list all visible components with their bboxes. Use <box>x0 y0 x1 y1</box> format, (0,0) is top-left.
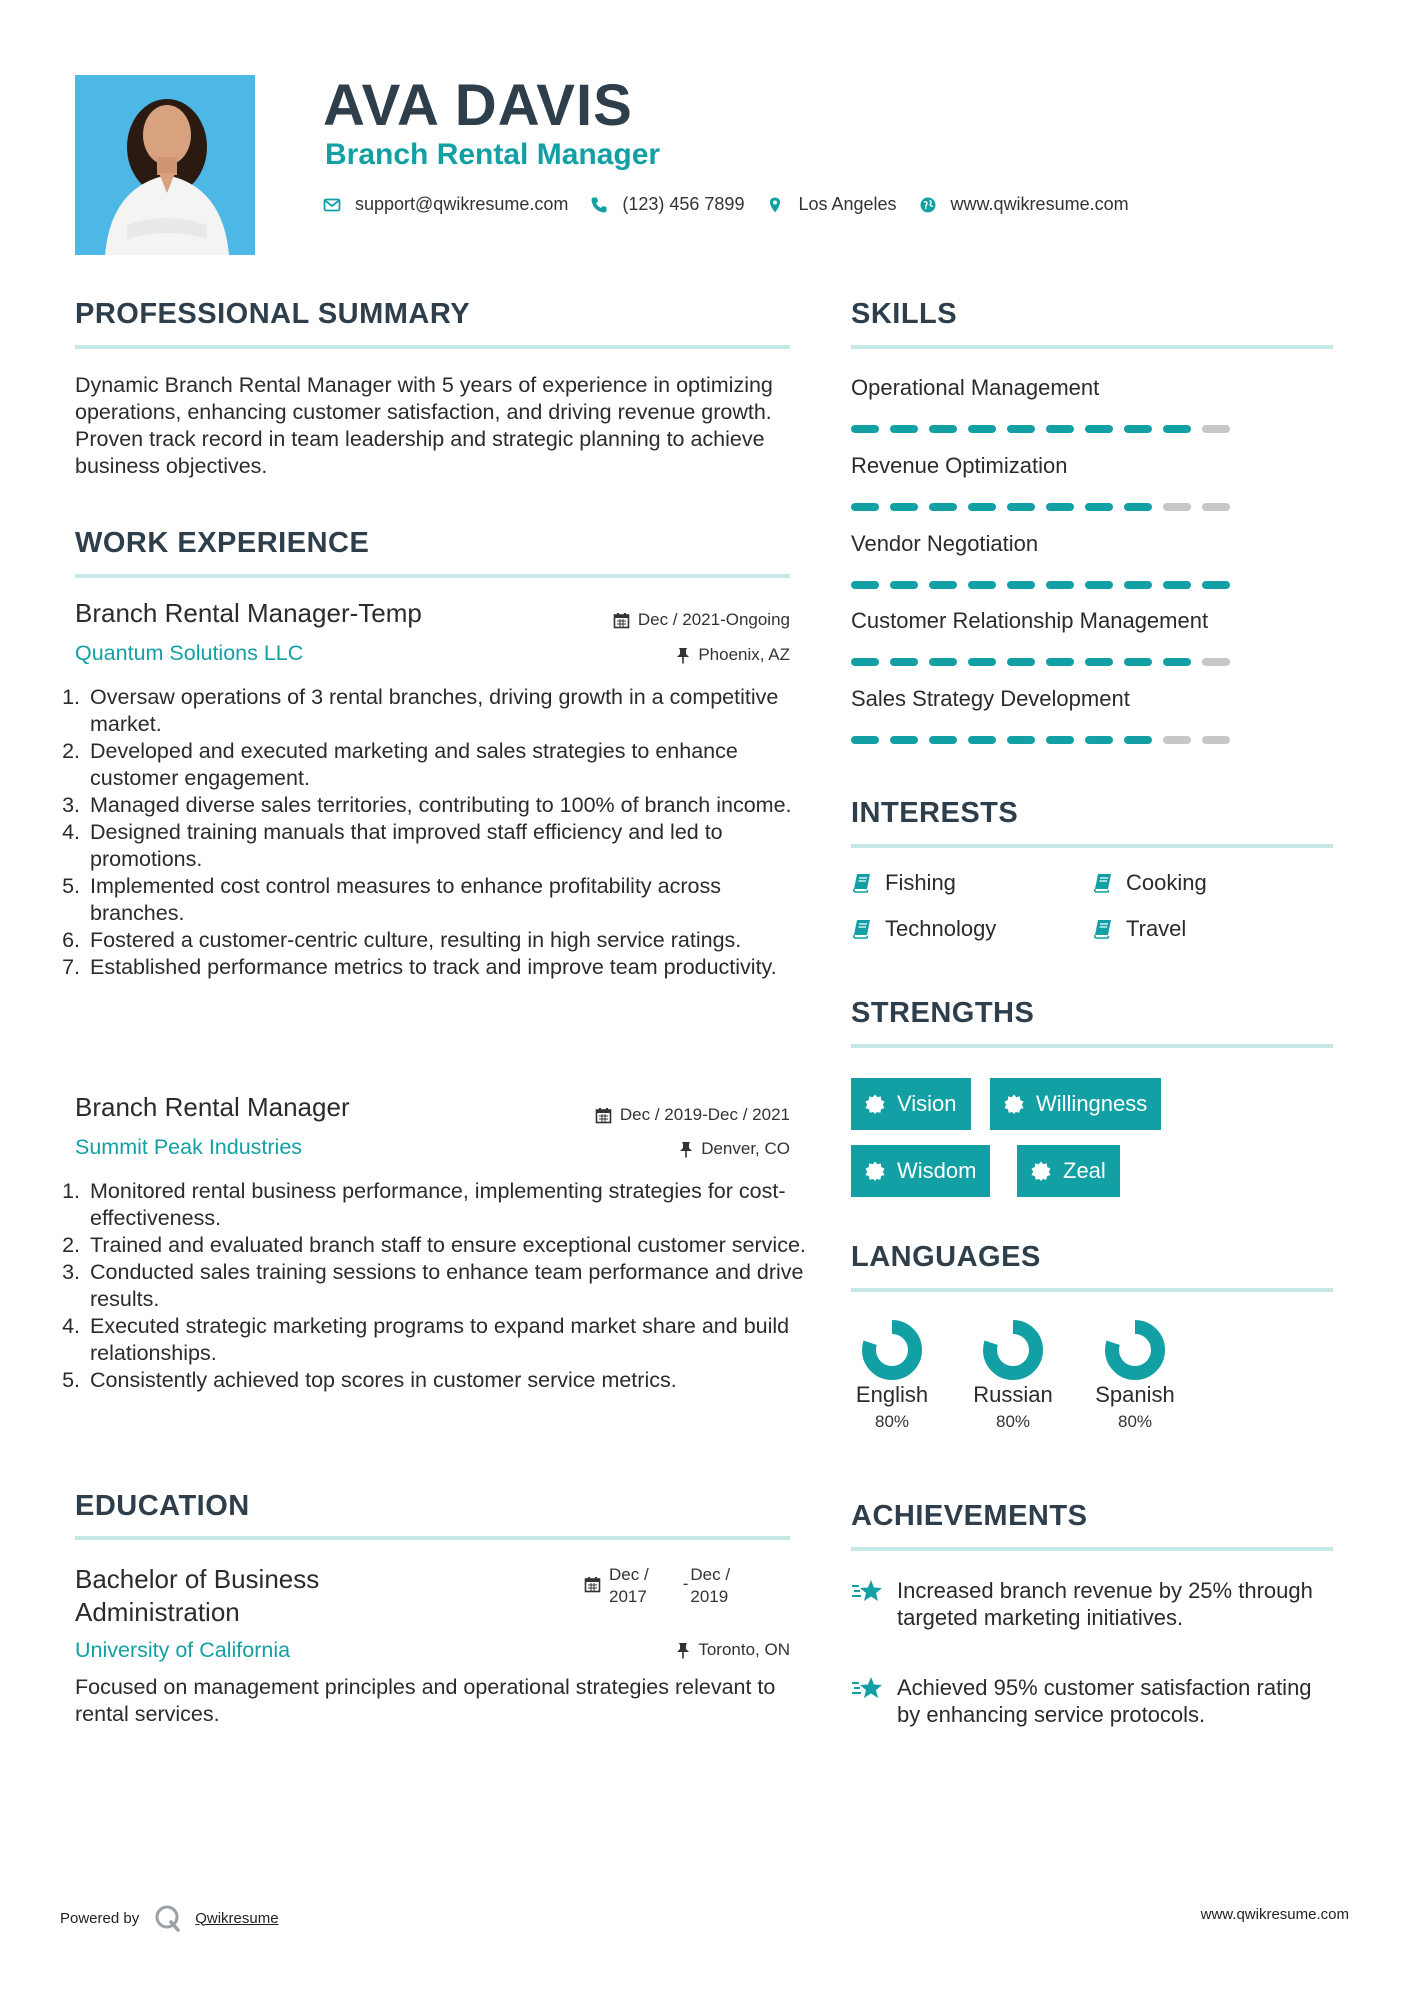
skill-segment <box>890 736 918 744</box>
skill-name: Sales Strategy Development <box>851 686 1130 711</box>
education-dates <box>584 1564 730 1608</box>
summary-heading: PROFESSIONAL SUMMARY <box>75 298 471 330</box>
list-item: 5. Consistently achieved top scores in customer service metrics. <box>86 1367 821 1394</box>
interest-label: Technology <box>885 916 997 941</box>
section-divider <box>75 574 790 578</box>
language-item <box>847 1318 937 1432</box>
candidate-role: Branch Rental Manager <box>325 138 661 171</box>
education-location-text: Toronto, ON <box>698 1640 790 1659</box>
skill-segment <box>1163 425 1191 433</box>
contact-email[interactable]: support@qwikresume.com <box>355 194 569 214</box>
achievement-text: Increased branch revenue by 25% through targeted marketing initiatives. <box>897 1578 1313 1630</box>
strength-label: Zeal <box>1063 1158 1106 1183</box>
profile-photo <box>75 75 255 255</box>
interest-item <box>851 916 996 942</box>
contact-phone[interactable]: (123) 456 7899 <box>622 194 745 214</box>
job-dates <box>613 610 790 630</box>
job-location-text: Phoenix, AZ <box>698 645 790 664</box>
list-item: 5. Implemented cost control measures to enhance profitability across branches. <box>86 873 821 927</box>
book-icon <box>1092 872 1114 894</box>
candidate-name: AVA DAVIS <box>323 73 633 138</box>
education-start-year: 2017 <box>609 1587 647 1606</box>
education-end <box>690 1564 730 1608</box>
summary-text: Dynamic Branch Rental Manager with 5 years of experience in optimizing operations, enhancing customer satisfaction, and driving revenue growth. Proven track record in team leadership and strategic planning to achieve business objectives. <box>75 373 773 478</box>
qwikresume-logo-icon <box>153 1903 183 1933</box>
language-ring <box>981 1318 1045 1382</box>
list-item: 4. Executed strategic marketing programs to expand market share and build relationships. <box>86 1313 821 1367</box>
skill-segment <box>1085 736 1113 744</box>
skill-segment <box>851 736 879 744</box>
pushpin-icon <box>679 1141 693 1158</box>
calendar-icon <box>584 1576 601 1593</box>
job-bullets <box>66 684 821 981</box>
company-name: Summit Peak Industries <box>75 1135 303 1159</box>
skill-segment <box>1007 503 1035 511</box>
list-item: 3. Conducted sales training sessions to enhance team performance and drive results. <box>86 1259 821 1313</box>
list-item: 2. Trained and evaluated branch staff to ensure exceptional customer service. <box>86 1232 821 1259</box>
interest-item <box>851 870 956 896</box>
skill-segment <box>929 581 957 589</box>
skill-segment <box>1085 658 1113 666</box>
language-level: 80% <box>1117 1412 1153 1431</box>
list-item: 3. Managed diverse sales territories, contributing to 100% of branch income. <box>86 792 821 819</box>
list-item: 6. Fostered a customer-centric culture, resulting in high service ratings. <box>86 927 821 954</box>
job-location <box>679 1139 790 1159</box>
skill-segment <box>1007 425 1035 433</box>
section-divider <box>851 844 1333 848</box>
contact-location: Los Angeles <box>798 194 897 214</box>
globe-icon <box>919 196 937 214</box>
calendar-icon <box>595 1107 612 1124</box>
interest-item <box>1092 870 1207 896</box>
badge-icon <box>865 1161 885 1181</box>
job-location <box>676 645 790 665</box>
skills-heading: SKILLS <box>851 298 958 330</box>
skill-segment <box>929 425 957 433</box>
list-item: 4. Designed training manuals that improved staff efficiency and led to promotions. <box>86 819 821 873</box>
skill-segment <box>1124 581 1152 589</box>
badge-icon <box>1004 1094 1024 1114</box>
achievements-heading: ACHIEVEMENTS <box>851 1500 1088 1532</box>
job-title: Branch Rental Manager-Temp <box>75 598 422 628</box>
skill-segment <box>1124 425 1152 433</box>
skill-level-bar <box>851 503 1241 511</box>
education-end-year: 2019 <box>690 1587 729 1606</box>
phone-icon <box>590 196 608 214</box>
degree-title: Bachelor of Business Administration <box>75 1564 320 1627</box>
list-item: 2. Developed and executed marketing and sales strategies to enhance customer engagement. <box>86 738 821 792</box>
skill-level-bar <box>851 736 1241 744</box>
footer-branding <box>60 1903 279 1933</box>
job-bullets <box>66 1178 821 1394</box>
section-divider <box>75 345 790 349</box>
achievement-item <box>851 1674 1331 1728</box>
skill-segment <box>1085 425 1113 433</box>
skill-segment <box>1007 581 1035 589</box>
section-divider <box>851 345 1333 349</box>
skill-segment <box>1046 736 1074 744</box>
list-item: 1. Monitored rental business performance, implementing strategies for cost-effectiveness. <box>86 1178 821 1232</box>
language-item <box>1090 1318 1180 1432</box>
education-start-month: Dec / <box>609 1565 649 1584</box>
footer-url[interactable]: www.qwikresume.com <box>1200 1906 1349 1923</box>
education-start <box>609 1564 649 1608</box>
skill-segment <box>890 581 918 589</box>
skill-segment <box>851 658 879 666</box>
achievement-text: Achieved 95% customer satisfaction rating by enhancing service protocols. <box>897 1675 1312 1727</box>
interest-label: Travel <box>1126 916 1187 941</box>
badge-icon <box>865 1094 885 1114</box>
language-level: 80% <box>995 1412 1031 1431</box>
company-name: Quantum Solutions LLC <box>75 641 304 665</box>
skill-segment <box>1085 581 1113 589</box>
skill-level-bar <box>851 581 1241 589</box>
person-avatar-icon <box>75 75 255 255</box>
skill-segment <box>851 581 879 589</box>
section-divider <box>851 1547 1333 1551</box>
skill-segment <box>1163 581 1191 589</box>
list-item: 7. Established performance metrics to track and improve team productivity. <box>86 954 821 981</box>
skill-segment <box>968 736 996 744</box>
language-name: English <box>855 1382 929 1407</box>
book-icon <box>851 872 873 894</box>
envelope-icon <box>323 196 341 214</box>
star-icon <box>851 1579 885 1603</box>
skill-name: Operational Management <box>851 375 1100 400</box>
skill-segment <box>1202 581 1230 589</box>
strength-tag <box>990 1078 1161 1130</box>
skill-segment <box>890 425 918 433</box>
qwikresume-link[interactable]: Qwikresume <box>195 1909 279 1927</box>
skill-segment <box>968 425 996 433</box>
skill-segment <box>1046 658 1074 666</box>
skill-segment <box>1046 581 1074 589</box>
interest-label: Cooking <box>1126 870 1207 895</box>
list-item: 1. Oversaw operations of 3 rental branches, driving growth in a competitive market. <box>86 684 821 738</box>
education-end-month: Dec / <box>690 1565 731 1584</box>
star-icon <box>851 1676 885 1700</box>
badge-icon <box>1031 1161 1051 1181</box>
skill-segment <box>1202 736 1230 744</box>
skill-segment <box>1202 425 1230 433</box>
section-divider <box>75 1536 790 1540</box>
skill-segment <box>1202 658 1230 666</box>
skill-segment <box>1124 503 1152 511</box>
skill-segment <box>1046 425 1074 433</box>
experience-heading: WORK EXPERIENCE <box>75 527 370 559</box>
skill-segment <box>1202 503 1230 511</box>
language-name: Spanish <box>1095 1382 1175 1407</box>
skill-segment <box>968 503 996 511</box>
book-icon <box>1092 918 1114 940</box>
education-description: Focused on management principles and operational strategies relevant to rental services. <box>75 1675 776 1726</box>
education-heading: EDUCATION <box>75 1490 250 1522</box>
language-ring <box>860 1318 924 1382</box>
job-dates-text: Dec / 2019-Dec / 2021 <box>619 1105 790 1124</box>
skill-name: Vendor Negotiation <box>851 531 1039 556</box>
contact-website[interactable]: www.qwikresume.com <box>950 194 1129 214</box>
skill-segment <box>851 503 879 511</box>
achievement-item <box>851 1577 1331 1631</box>
calendar-icon <box>613 612 630 629</box>
section-divider <box>851 1044 1333 1048</box>
strength-tag <box>851 1145 990 1197</box>
pushpin-icon <box>676 647 690 664</box>
skill-segment <box>968 658 996 666</box>
strength-tag <box>851 1078 971 1130</box>
job-dates-text: Dec / 2021-Ongoing <box>637 610 790 629</box>
skill-level-bar <box>851 658 1241 666</box>
skill-segment <box>929 658 957 666</box>
skill-segment <box>929 503 957 511</box>
skill-segment <box>1007 736 1035 744</box>
strength-label: Wisdom <box>897 1158 977 1183</box>
skill-segment <box>890 503 918 511</box>
skill-segment <box>929 736 957 744</box>
pushpin-icon <box>676 1642 690 1659</box>
powered-by-label: Powered by <box>60 1909 140 1927</box>
skill-segment <box>851 425 879 433</box>
education-location <box>676 1640 790 1660</box>
section-divider <box>851 1288 1333 1292</box>
skill-segment <box>1163 658 1191 666</box>
job-location-text: Denver, CO <box>701 1139 790 1158</box>
language-level: 80% <box>874 1412 910 1431</box>
skill-segment <box>1124 736 1152 744</box>
strength-label: Vision <box>897 1091 957 1116</box>
skill-name: Revenue Optimization <box>851 453 1068 478</box>
language-item <box>968 1318 1058 1432</box>
skill-segment <box>1124 658 1152 666</box>
skill-name: Customer Relationship Management <box>851 608 1209 633</box>
job-dates <box>595 1105 790 1125</box>
interest-label: Fishing <box>885 870 956 895</box>
skill-segment <box>890 658 918 666</box>
interest-item <box>1092 916 1186 942</box>
skill-segment <box>1163 736 1191 744</box>
interests-heading: INTERESTS <box>851 797 1019 829</box>
strength-label: Willingness <box>1036 1091 1148 1116</box>
map-marker-icon <box>766 196 784 214</box>
strength-tag <box>1017 1145 1120 1197</box>
job-title: Branch Rental Manager <box>75 1092 350 1122</box>
skill-segment <box>1085 503 1113 511</box>
school-name: University of California <box>75 1638 291 1662</box>
skill-segment <box>1007 658 1035 666</box>
skill-segment <box>1163 503 1191 511</box>
skill-segment <box>968 581 996 589</box>
skill-level-bar <box>851 425 1241 433</box>
language-ring <box>1103 1318 1167 1382</box>
contact-bar <box>323 194 1151 215</box>
strengths-heading: STRENGTHS <box>851 997 1035 1029</box>
languages-heading: LANGUAGES <box>851 1241 1041 1273</box>
education-dash: - <box>682 1574 689 1593</box>
language-name: Russian <box>973 1382 1053 1407</box>
skill-segment <box>1046 503 1074 511</box>
book-icon <box>851 918 873 940</box>
